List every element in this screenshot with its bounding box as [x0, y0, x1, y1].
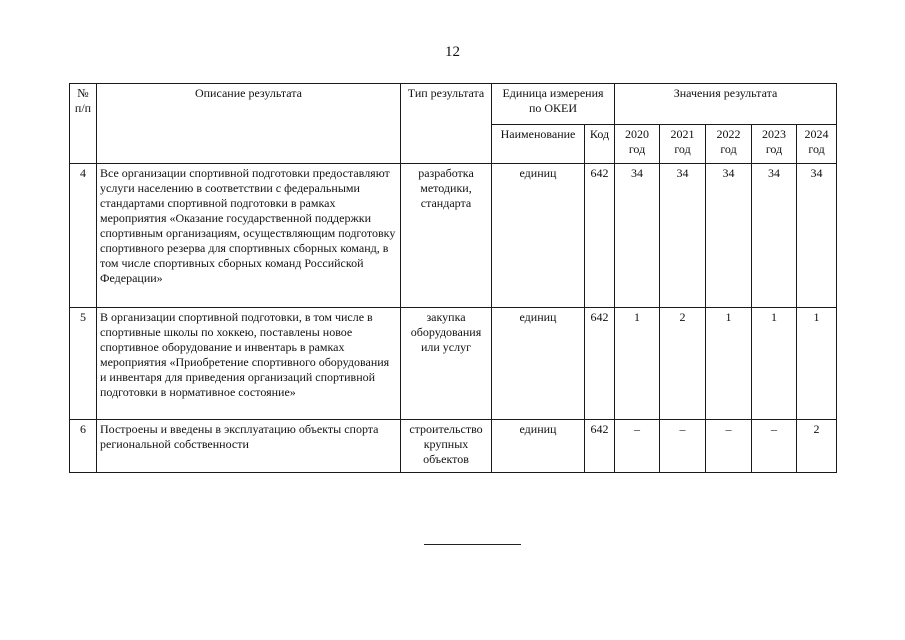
header-unit-group: Единица измерения по ОКЕИ	[492, 84, 615, 125]
row-num: 6	[70, 420, 97, 473]
row-value-2022: 1	[706, 308, 752, 420]
row-description: В организации спортивной подготовки, в том числе в спортивные школы по хоккею, поставлены новое спортивное оборудование и инвентарь в рамках мероприятия «Приобретение спортивного оборудования и инвентаря для приведения организаций спортивной подготовки в нормативное состояние»	[97, 308, 401, 420]
header-values-group: Значения результата	[615, 84, 837, 125]
header-year-2023: 2023 год	[752, 125, 797, 164]
row-code: 642	[585, 164, 615, 308]
header-year-2021: 2021 год	[660, 125, 706, 164]
row-unit: единиц	[492, 308, 585, 420]
row-value-2023: 1	[752, 308, 797, 420]
row-value-2020: –	[615, 420, 660, 473]
header-num: № п/п	[70, 84, 97, 164]
header-unit-code: Код	[585, 125, 615, 164]
row-unit: единиц	[492, 420, 585, 473]
row-code: 642	[585, 420, 615, 473]
table-row	[70, 308, 837, 420]
row-value-2021: 34	[660, 164, 706, 308]
row-type: разработка методики, стандарта	[401, 164, 492, 308]
header-year-2020: 2020 год	[615, 125, 660, 164]
row-value-2021: –	[660, 420, 706, 473]
table-row	[70, 420, 837, 473]
header-year-2022: 2022 год	[706, 125, 752, 164]
footer-divider	[424, 544, 521, 545]
row-value-2024: 34	[797, 164, 837, 308]
row-value-2020: 1	[615, 308, 660, 420]
row-value-2021: 2	[660, 308, 706, 420]
header-year-2024: 2024 год	[797, 125, 837, 164]
table-row	[70, 164, 837, 308]
row-description: Построены и введены в эксплуатацию объекты спорта региональной собственности	[97, 420, 401, 473]
row-value-2024: 2	[797, 420, 837, 473]
row-value-2024: 1	[797, 308, 837, 420]
row-value-2022: –	[706, 420, 752, 473]
row-description: Все организации спортивной подготовки предоставляют услуги населению в соответствии с федеральными стандартами спортивной подготовки в рамках мероприятия «Оказание государственной поддержки спортивным организациям, осуществляющим подготовку спортивного резерва для спортивных сборных команд, в том числе спортивных сборных команд Российской Федерации»	[97, 164, 401, 308]
results-table	[69, 83, 837, 473]
row-num: 4	[70, 164, 97, 308]
row-type: строительство крупных объектов	[401, 420, 492, 473]
row-code: 642	[585, 308, 615, 420]
header-type: Тип результата	[401, 84, 492, 164]
row-num: 5	[70, 308, 97, 420]
row-value-2023: 34	[752, 164, 797, 308]
row-value-2023: –	[752, 420, 797, 473]
header-description: Описание результата	[97, 84, 401, 164]
header-unit-name: Наименование	[492, 125, 585, 164]
row-value-2020: 34	[615, 164, 660, 308]
row-value-2022: 34	[706, 164, 752, 308]
row-unit: единиц	[492, 164, 585, 308]
page-number: 12	[445, 44, 460, 60]
row-type: закупка оборудования или услуг	[401, 308, 492, 420]
